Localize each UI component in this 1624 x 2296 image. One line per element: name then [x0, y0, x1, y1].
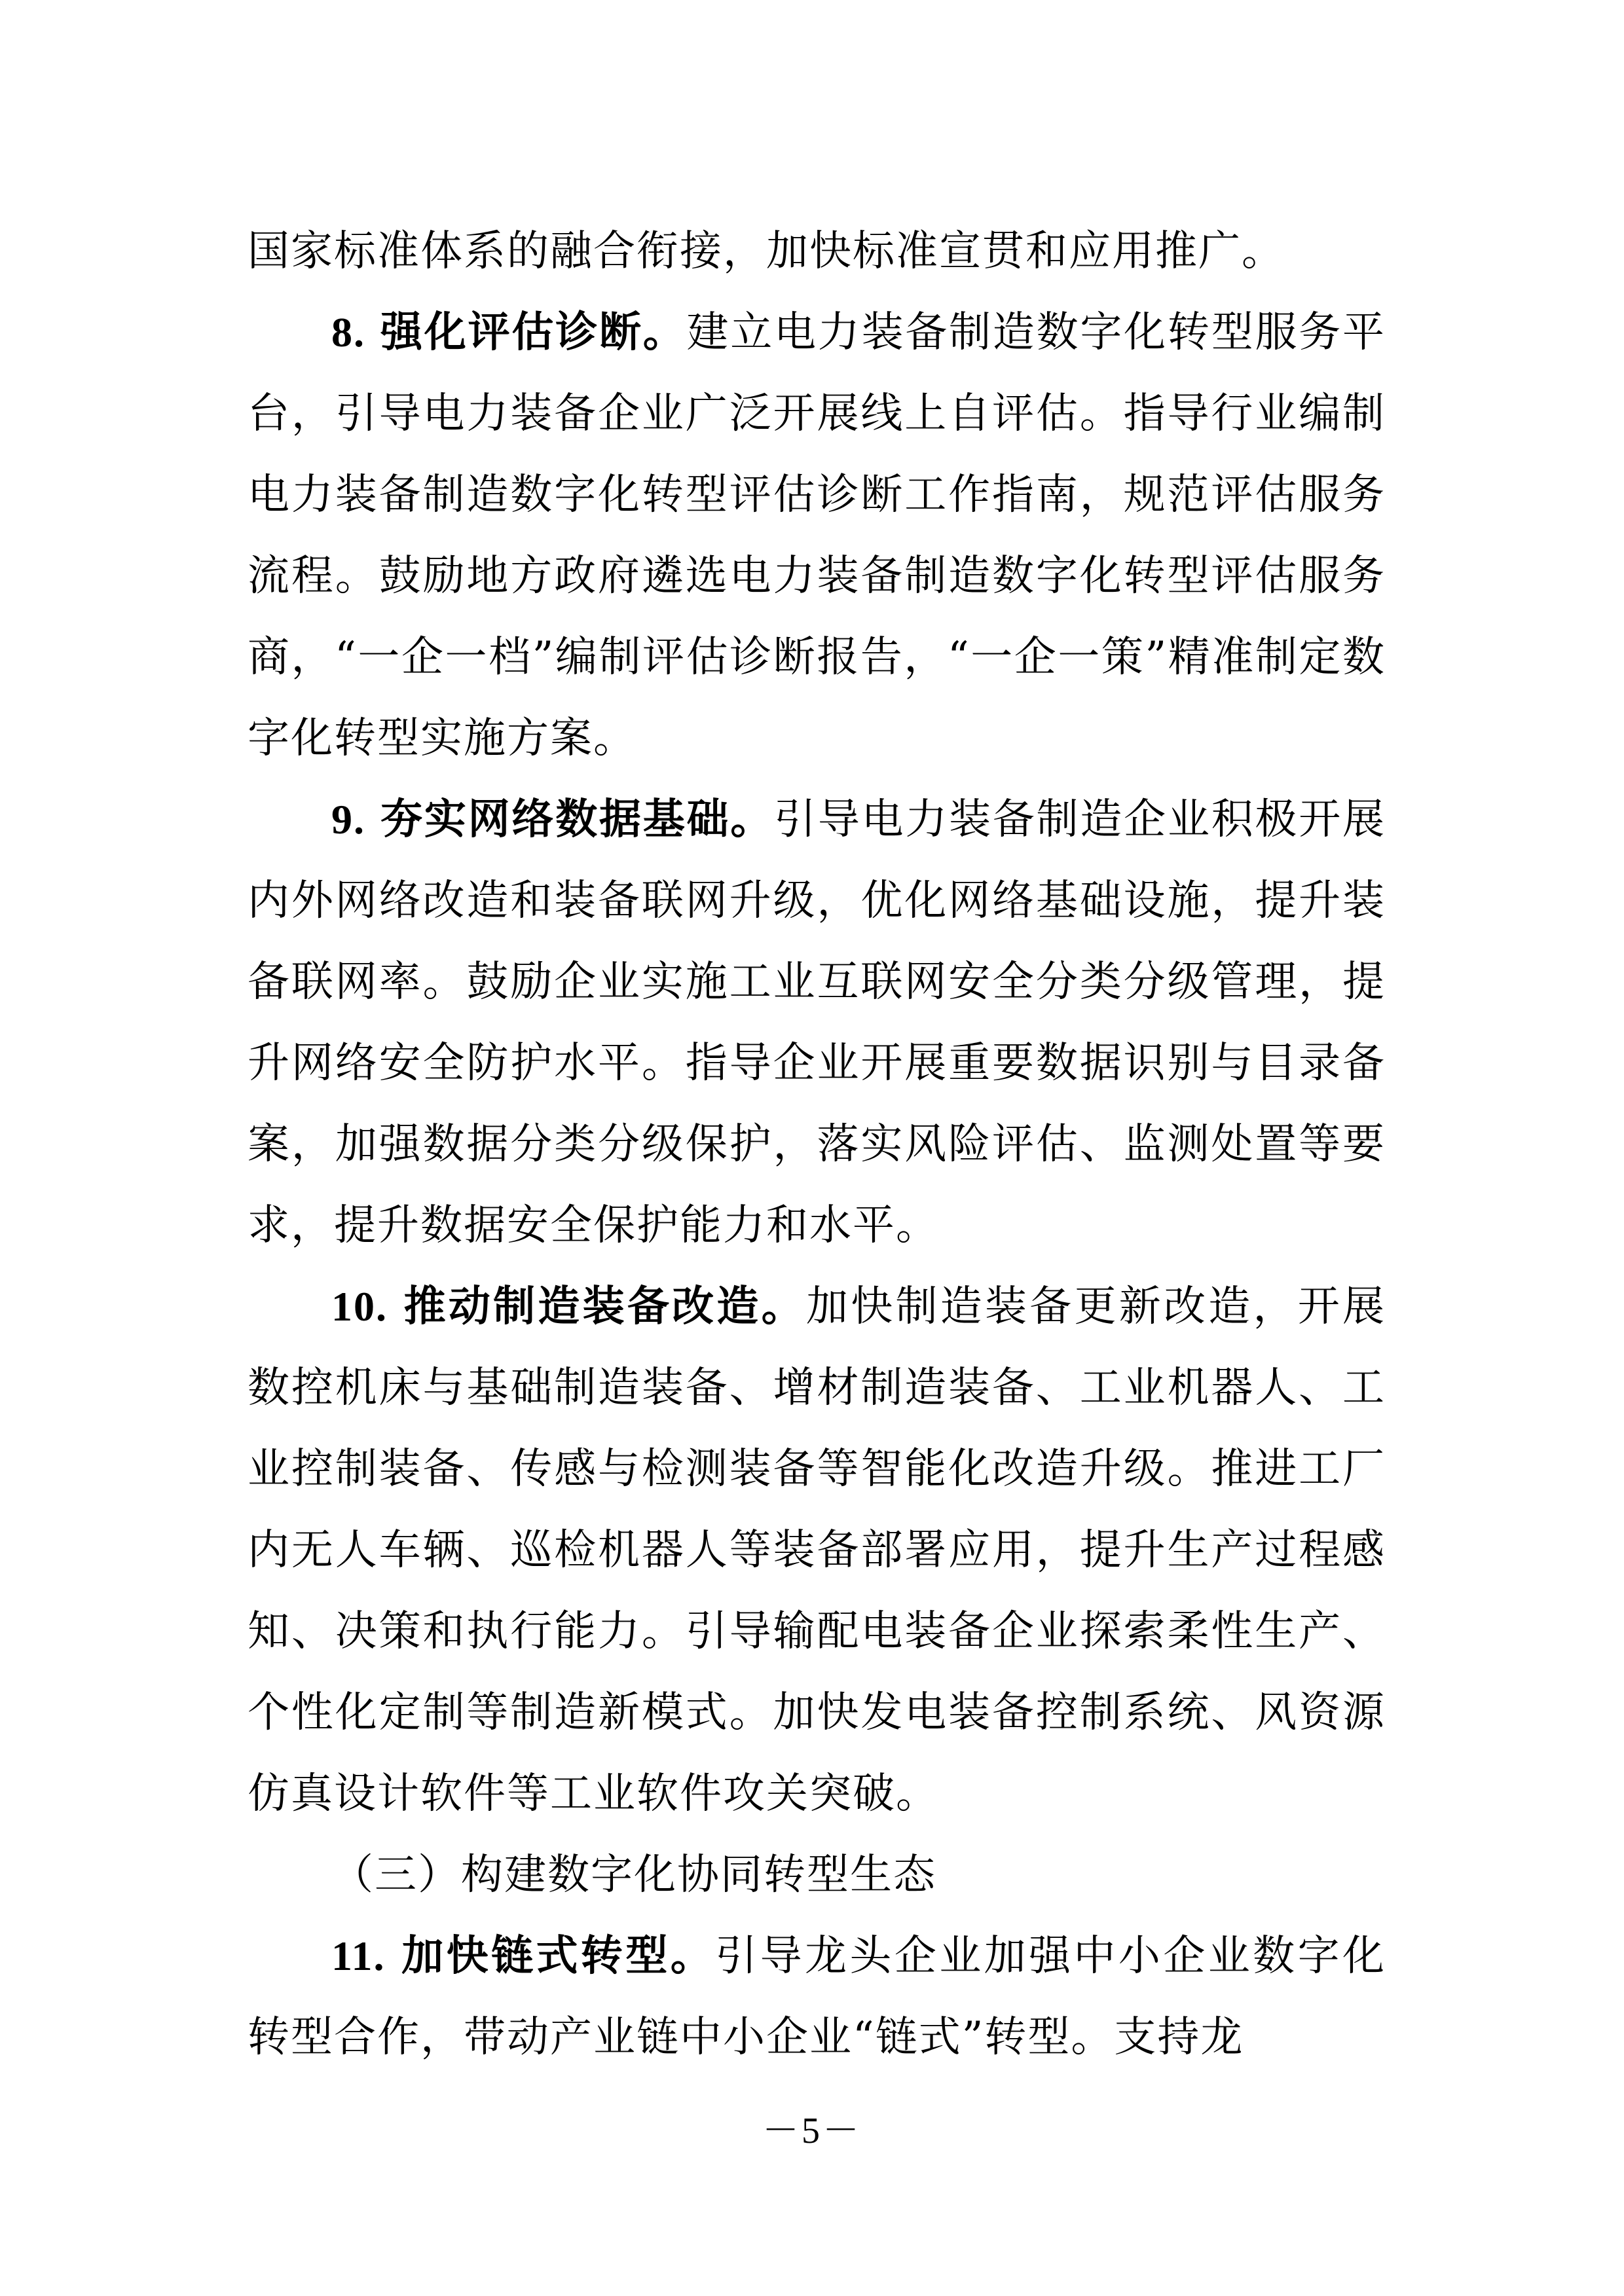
section-title: （三）构建数字化协同转型生态: [331, 1851, 936, 1899]
item-number: 9.: [331, 796, 365, 843]
item-heading: 加快链式转型。: [401, 1932, 716, 1980]
item-heading: 夯实网络数据基础。: [380, 795, 775, 844]
paragraph-item-10: [248, 1266, 1386, 1834]
item-heading: 推动制造装备改造。: [403, 1283, 806, 1331]
paragraph-item-11: [248, 1916, 1386, 2078]
paragraph-continuation: [248, 211, 1386, 292]
paragraph-text: 引导电力装备制造企业积极开展内外网络改造和装备联网升级，优化网络基础设施，提升装备联网率。鼓励企业实施工业互联网安全分类分级管理，提升网络安全防护水平。指导企业开展重要数据识别与目录备案，加强数据分类分级保护，落实风险评估、监测处置等要求，提升数据安全保护能力和水平。: [248, 795, 1386, 1250]
paragraph-item-8: [248, 292, 1386, 779]
item-heading: 强化评估诊断。: [380, 308, 687, 357]
document-body: [248, 211, 1386, 2078]
paragraph-text: 引导龙头企业加强中小企业数字化转型合作，带动产业链中小企业“链式”转型。支持龙: [248, 1932, 1386, 2062]
item-number: 10.: [331, 1283, 388, 1330]
paragraph-item-9: [248, 779, 1386, 1266]
paragraph-text: 国家标准体系的融合衔接，加快标准宣贯和应用推广。: [248, 227, 1285, 276]
item-number: 11.: [331, 1933, 386, 1979]
page-number: －5－: [762, 2111, 862, 2151]
section-heading: [248, 1834, 1386, 1916]
item-number: 8.: [331, 309, 365, 355]
paragraph-text: 建立电力装备制造数字化转型服务平台，引导电力装备企业广泛开展线上自评估。指导行业编制电力装备制造数字化转型评估诊断工作指南，规范评估服务流程。鼓励地方政府遴选电力装备制造数字化转型评估服务商，“一企一档”编制评估诊断报告，“一企一策”精准制定数字化转型实施方案。: [248, 308, 1386, 763]
paragraph-text: 加快制造装备更新改造，开展数控机床与基础制造装备、增材制造装备、工业机器人、工业控制装备、传感与检测装备等智能化改造升级。推进工厂内无人车辆、巡检机器人等装备部署应用，提升生产过程感知、决策和执行能力。引导输配电装备企业探索柔性生产、个性化定制等制造新模式。加快发电装备控制系统、风资源仿真设计软件等工业软件攻关突破。: [248, 1283, 1386, 1818]
